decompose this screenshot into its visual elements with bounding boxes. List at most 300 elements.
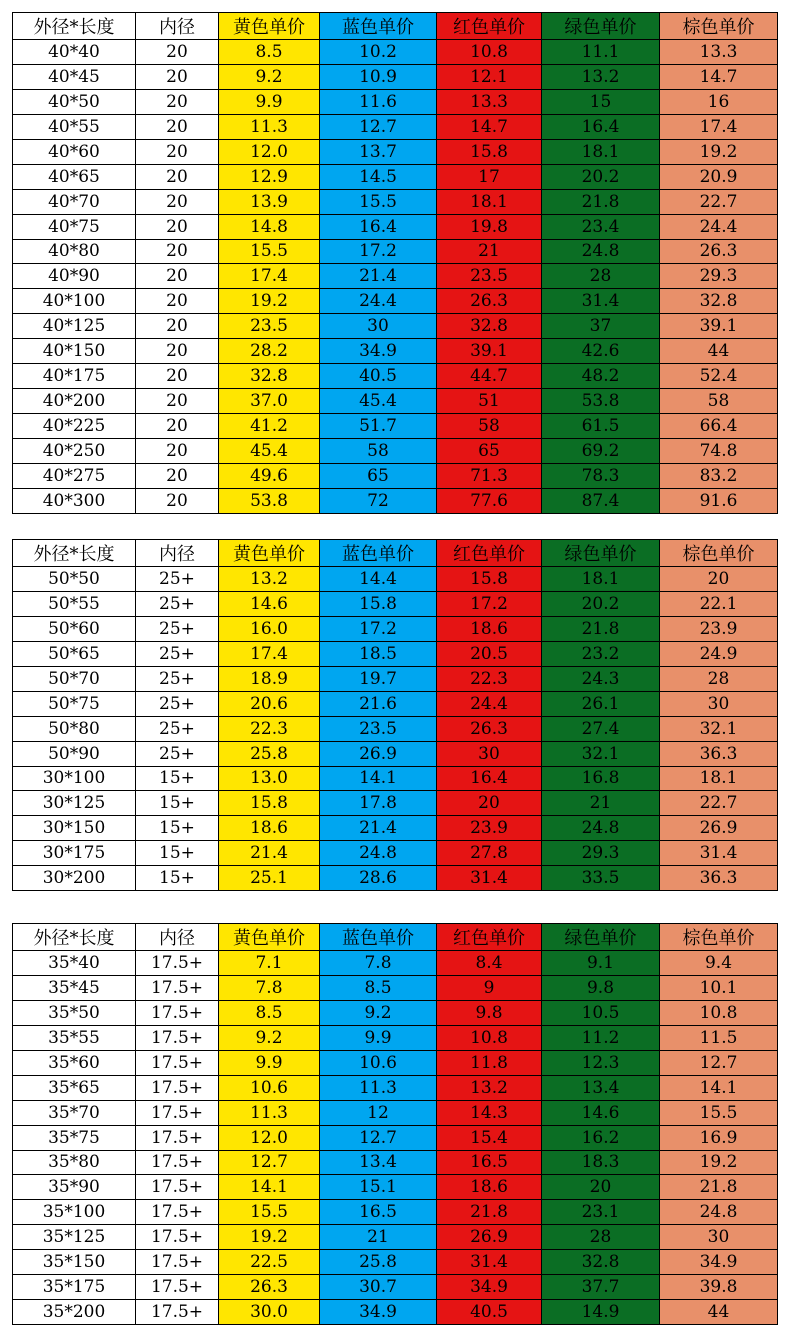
cell-yellow-price: 14.8 bbox=[219, 214, 320, 239]
cell-blue-price: 12.7 bbox=[320, 114, 437, 139]
cell-brown-price: 24.4 bbox=[660, 214, 778, 239]
table-row bbox=[13, 616, 778, 641]
cell-yellow-price: 13.0 bbox=[219, 766, 320, 791]
cell-brown-price: 17.4 bbox=[660, 114, 778, 139]
header-blue-price: 蓝色单价 bbox=[320, 540, 437, 567]
cell-green-price: 32.8 bbox=[542, 1250, 660, 1275]
cell-size: 35*70 bbox=[13, 1100, 136, 1125]
cell-yellow-price: 26.3 bbox=[219, 1275, 320, 1300]
cell-blue-price: 30 bbox=[320, 314, 437, 339]
table-row bbox=[13, 40, 778, 65]
cell-blue-price: 25.8 bbox=[320, 1250, 437, 1275]
table-row bbox=[13, 89, 778, 114]
cell-green-price: 69.2 bbox=[542, 439, 660, 464]
cell-size: 40*250 bbox=[13, 439, 136, 464]
table-row bbox=[13, 1050, 778, 1075]
cell-red-price: 21 bbox=[437, 239, 542, 264]
cell-size: 30*200 bbox=[13, 866, 136, 891]
table-row bbox=[13, 364, 778, 389]
cell-brown-price: 39.8 bbox=[660, 1275, 778, 1300]
cell-inner-diameter: 20 bbox=[136, 239, 219, 264]
cell-green-price: 20.2 bbox=[542, 164, 660, 189]
cell-size: 40*50 bbox=[13, 89, 136, 114]
cell-red-price: 21.8 bbox=[437, 1200, 542, 1225]
cell-red-price: 26.3 bbox=[437, 716, 542, 741]
table-row bbox=[13, 816, 778, 841]
cell-green-price: 13.4 bbox=[542, 1075, 660, 1100]
cell-green-price: 31.4 bbox=[542, 289, 660, 314]
cell-red-price: 30 bbox=[437, 741, 542, 766]
cell-blue-price: 24.4 bbox=[320, 289, 437, 314]
cell-green-price: 78.3 bbox=[542, 463, 660, 488]
cell-blue-price: 58 bbox=[320, 439, 437, 464]
cell-inner-diameter: 20 bbox=[136, 463, 219, 488]
table-header-row bbox=[13, 540, 778, 567]
cell-yellow-price: 25.1 bbox=[219, 866, 320, 891]
cell-brown-price: 74.8 bbox=[660, 439, 778, 464]
cell-size: 35*175 bbox=[13, 1275, 136, 1300]
table-row bbox=[13, 691, 778, 716]
cell-size: 35*90 bbox=[13, 1175, 136, 1200]
header-brown-price: 棕色单价 bbox=[660, 540, 778, 567]
cell-inner-diameter: 17.5+ bbox=[136, 975, 219, 1000]
cell-blue-price: 13.7 bbox=[320, 139, 437, 164]
cell-inner-diameter: 20 bbox=[136, 164, 219, 189]
cell-inner-diameter: 25+ bbox=[136, 591, 219, 616]
cell-size: 35*55 bbox=[13, 1025, 136, 1050]
cell-blue-price: 14.5 bbox=[320, 164, 437, 189]
cell-green-price: 9.1 bbox=[542, 951, 660, 976]
cell-yellow-price: 21.4 bbox=[219, 841, 320, 866]
cell-blue-price: 72 bbox=[320, 488, 437, 513]
cell-red-price: 16.4 bbox=[437, 766, 542, 791]
cell-blue-price: 18.5 bbox=[320, 641, 437, 666]
cell-yellow-price: 30.0 bbox=[219, 1300, 320, 1325]
cell-green-price: 28 bbox=[542, 264, 660, 289]
cell-blue-price: 65 bbox=[320, 463, 437, 488]
cell-size: 50*75 bbox=[13, 691, 136, 716]
cell-size: 50*55 bbox=[13, 591, 136, 616]
cell-red-price: 19.8 bbox=[437, 214, 542, 239]
table-row bbox=[13, 1275, 778, 1300]
cell-green-price: 20 bbox=[542, 1175, 660, 1200]
cell-brown-price: 15.5 bbox=[660, 1100, 778, 1125]
cell-size: 35*125 bbox=[13, 1225, 136, 1250]
table-row bbox=[13, 975, 778, 1000]
table-row bbox=[13, 488, 778, 513]
cell-green-price: 37.7 bbox=[542, 1275, 660, 1300]
cell-brown-price: 14.1 bbox=[660, 1075, 778, 1100]
table-row bbox=[13, 139, 778, 164]
cell-brown-price: 13.3 bbox=[660, 40, 778, 65]
cell-brown-price: 19.2 bbox=[660, 139, 778, 164]
header-brown-price: 棕色单价 bbox=[660, 924, 778, 951]
cell-red-price: 31.4 bbox=[437, 866, 542, 891]
cell-red-price: 18.6 bbox=[437, 1175, 542, 1200]
table-row bbox=[13, 1100, 778, 1125]
cell-blue-price: 8.5 bbox=[320, 975, 437, 1000]
cell-blue-price: 34.9 bbox=[320, 1300, 437, 1325]
cell-yellow-price: 12.0 bbox=[219, 1125, 320, 1150]
cell-brown-price: 32.8 bbox=[660, 289, 778, 314]
cell-red-price: 40.5 bbox=[437, 1300, 542, 1325]
cell-red-price: 10.8 bbox=[437, 1025, 542, 1050]
cell-blue-price: 40.5 bbox=[320, 364, 437, 389]
cell-green-price: 16.2 bbox=[542, 1125, 660, 1150]
cell-blue-price: 21 bbox=[320, 1225, 437, 1250]
cell-red-price: 39.1 bbox=[437, 339, 542, 364]
cell-yellow-price: 49.6 bbox=[219, 463, 320, 488]
cell-green-price: 23.1 bbox=[542, 1200, 660, 1225]
cell-brown-price: 30 bbox=[660, 691, 778, 716]
cell-size: 30*100 bbox=[13, 766, 136, 791]
cell-size: 40*275 bbox=[13, 463, 136, 488]
cell-red-price: 17.2 bbox=[437, 591, 542, 616]
table-row bbox=[13, 189, 778, 214]
cell-inner-diameter: 17.5+ bbox=[136, 1100, 219, 1125]
cell-size: 40*200 bbox=[13, 389, 136, 414]
table-row bbox=[13, 1025, 778, 1050]
cell-brown-price: 32.1 bbox=[660, 716, 778, 741]
table-row bbox=[13, 1175, 778, 1200]
cell-brown-price: 10.1 bbox=[660, 975, 778, 1000]
cell-yellow-price: 15.5 bbox=[219, 1200, 320, 1225]
cell-yellow-price: 12.9 bbox=[219, 164, 320, 189]
cell-brown-price: 14.7 bbox=[660, 64, 778, 89]
cell-green-price: 21 bbox=[542, 791, 660, 816]
cell-brown-price: 28 bbox=[660, 666, 778, 691]
cell-red-price: 14.7 bbox=[437, 114, 542, 139]
cell-green-price: 23.2 bbox=[542, 641, 660, 666]
cell-blue-price: 24.8 bbox=[320, 841, 437, 866]
cell-green-price: 14.9 bbox=[542, 1300, 660, 1325]
table-row bbox=[13, 641, 778, 666]
table-row bbox=[13, 841, 778, 866]
cell-yellow-price: 13.2 bbox=[219, 567, 320, 592]
cell-yellow-price: 10.6 bbox=[219, 1075, 320, 1100]
cell-blue-price: 34.9 bbox=[320, 339, 437, 364]
cell-red-price: 22.3 bbox=[437, 666, 542, 691]
cell-blue-price: 9.2 bbox=[320, 1000, 437, 1025]
header-red-price: 红色单价 bbox=[437, 13, 542, 40]
cell-size: 40*225 bbox=[13, 414, 136, 439]
cell-yellow-price: 45.4 bbox=[219, 439, 320, 464]
cell-inner-diameter: 17.5+ bbox=[136, 1300, 219, 1325]
cell-size: 40*150 bbox=[13, 339, 136, 364]
cell-blue-price: 11.6 bbox=[320, 89, 437, 114]
cell-blue-price: 9.9 bbox=[320, 1025, 437, 1050]
cell-size: 30*125 bbox=[13, 791, 136, 816]
cell-green-price: 24.3 bbox=[542, 666, 660, 691]
table-row bbox=[13, 289, 778, 314]
table-row bbox=[13, 1200, 778, 1225]
cell-red-price: 10.8 bbox=[437, 40, 542, 65]
cell-inner-diameter: 17.5+ bbox=[136, 1250, 219, 1275]
cell-brown-price: 44 bbox=[660, 1300, 778, 1325]
cell-size: 40*100 bbox=[13, 289, 136, 314]
cell-inner-diameter: 17.5+ bbox=[136, 1125, 219, 1150]
cell-green-price: 15 bbox=[542, 89, 660, 114]
cell-brown-price: 83.2 bbox=[660, 463, 778, 488]
cell-yellow-price: 20.6 bbox=[219, 691, 320, 716]
cell-yellow-price: 15.5 bbox=[219, 239, 320, 264]
cell-yellow-price: 14.1 bbox=[219, 1175, 320, 1200]
cell-size: 35*65 bbox=[13, 1075, 136, 1100]
cell-size: 40*80 bbox=[13, 239, 136, 264]
price-table-2 bbox=[12, 539, 778, 891]
table-row bbox=[13, 314, 778, 339]
cell-red-price: 14.3 bbox=[437, 1100, 542, 1125]
cell-yellow-price: 9.9 bbox=[219, 89, 320, 114]
cell-green-price: 27.4 bbox=[542, 716, 660, 741]
cell-brown-price: 16.9 bbox=[660, 1125, 778, 1150]
cell-blue-price: 15.5 bbox=[320, 189, 437, 214]
cell-brown-price: 36.3 bbox=[660, 866, 778, 891]
cell-green-price: 23.4 bbox=[542, 214, 660, 239]
cell-size: 50*80 bbox=[13, 716, 136, 741]
cell-brown-price: 24.9 bbox=[660, 641, 778, 666]
cell-inner-diameter: 20 bbox=[136, 364, 219, 389]
cell-green-price: 16.4 bbox=[542, 114, 660, 139]
cell-green-price: 42.6 bbox=[542, 339, 660, 364]
cell-green-price: 48.2 bbox=[542, 364, 660, 389]
header-green-price: 绿色单价 bbox=[542, 924, 660, 951]
cell-green-price: 21.8 bbox=[542, 616, 660, 641]
cell-inner-diameter: 20 bbox=[136, 139, 219, 164]
cell-inner-diameter: 17.5+ bbox=[136, 1200, 219, 1225]
cell-green-price: 20.2 bbox=[542, 591, 660, 616]
cell-red-price: 16.5 bbox=[437, 1150, 542, 1175]
cell-yellow-price: 41.2 bbox=[219, 414, 320, 439]
cell-green-price: 24.8 bbox=[542, 816, 660, 841]
cell-brown-price: 22.1 bbox=[660, 591, 778, 616]
cell-green-price: 24.8 bbox=[542, 239, 660, 264]
cell-brown-price: 29.3 bbox=[660, 264, 778, 289]
cell-green-price: 18.1 bbox=[542, 567, 660, 592]
cell-inner-diameter: 17.5+ bbox=[136, 1175, 219, 1200]
cell-inner-diameter: 20 bbox=[136, 339, 219, 364]
cell-green-price: 29.3 bbox=[542, 841, 660, 866]
cell-inner-diameter: 25+ bbox=[136, 741, 219, 766]
cell-red-price: 32.8 bbox=[437, 314, 542, 339]
cell-blue-price: 23.5 bbox=[320, 716, 437, 741]
cell-red-price: 26.9 bbox=[437, 1225, 542, 1250]
table-row bbox=[13, 64, 778, 89]
cell-size: 40*90 bbox=[13, 264, 136, 289]
header-blue-price: 蓝色单价 bbox=[320, 924, 437, 951]
cell-brown-price: 58 bbox=[660, 389, 778, 414]
cell-blue-price: 26.9 bbox=[320, 741, 437, 766]
cell-yellow-price: 32.8 bbox=[219, 364, 320, 389]
cell-red-price: 58 bbox=[437, 414, 542, 439]
header-red-price: 红色单价 bbox=[437, 924, 542, 951]
header-yellow-price: 黄色单价 bbox=[219, 924, 320, 951]
cell-brown-price: 36.3 bbox=[660, 741, 778, 766]
cell-size: 35*45 bbox=[13, 975, 136, 1000]
cell-size: 35*60 bbox=[13, 1050, 136, 1075]
cell-green-price: 13.2 bbox=[542, 64, 660, 89]
cell-brown-price: 18.1 bbox=[660, 766, 778, 791]
table-row bbox=[13, 1225, 778, 1250]
cell-brown-price: 16 bbox=[660, 89, 778, 114]
cell-blue-price: 11.3 bbox=[320, 1075, 437, 1100]
cell-size: 40*125 bbox=[13, 314, 136, 339]
cell-red-price: 17 bbox=[437, 164, 542, 189]
cell-green-price: 11.1 bbox=[542, 40, 660, 65]
table-row bbox=[13, 791, 778, 816]
cell-inner-diameter: 20 bbox=[136, 488, 219, 513]
cell-brown-price: 31.4 bbox=[660, 841, 778, 866]
table-row bbox=[13, 239, 778, 264]
table-row bbox=[13, 339, 778, 364]
cell-inner-diameter: 17.5+ bbox=[136, 951, 219, 976]
cell-inner-diameter: 25+ bbox=[136, 716, 219, 741]
cell-red-price: 9 bbox=[437, 975, 542, 1000]
price-table-3 bbox=[12, 923, 778, 1325]
cell-red-price: 51 bbox=[437, 389, 542, 414]
cell-blue-price: 15.1 bbox=[320, 1175, 437, 1200]
cell-yellow-price: 12.7 bbox=[219, 1150, 320, 1175]
cell-yellow-price: 9.2 bbox=[219, 1025, 320, 1050]
cell-inner-diameter: 17.5+ bbox=[136, 1225, 219, 1250]
cell-green-price: 9.8 bbox=[542, 975, 660, 1000]
cell-blue-price: 12.7 bbox=[320, 1125, 437, 1150]
table-row bbox=[13, 1250, 778, 1275]
cell-blue-price: 19.7 bbox=[320, 666, 437, 691]
cell-green-price: 87.4 bbox=[542, 488, 660, 513]
cell-yellow-price: 15.8 bbox=[219, 791, 320, 816]
cell-red-price: 18.1 bbox=[437, 189, 542, 214]
table-row bbox=[13, 666, 778, 691]
cell-red-price: 44.7 bbox=[437, 364, 542, 389]
cell-size: 40*55 bbox=[13, 114, 136, 139]
cell-red-price: 20.5 bbox=[437, 641, 542, 666]
cell-blue-price: 16.4 bbox=[320, 214, 437, 239]
cell-blue-price: 15.8 bbox=[320, 591, 437, 616]
cell-brown-price: 30 bbox=[660, 1225, 778, 1250]
table-row bbox=[13, 1150, 778, 1175]
cell-red-price: 23.5 bbox=[437, 264, 542, 289]
cell-size: 35*75 bbox=[13, 1125, 136, 1150]
cell-blue-price: 17.8 bbox=[320, 791, 437, 816]
cell-yellow-price: 25.8 bbox=[219, 741, 320, 766]
cell-yellow-price: 7.8 bbox=[219, 975, 320, 1000]
cell-inner-diameter: 20 bbox=[136, 89, 219, 114]
cell-brown-price: 52.4 bbox=[660, 364, 778, 389]
cell-size: 40*65 bbox=[13, 164, 136, 189]
cell-blue-price: 17.2 bbox=[320, 616, 437, 641]
header-green-price: 绿色单价 bbox=[542, 13, 660, 40]
table-row bbox=[13, 414, 778, 439]
cell-inner-diameter: 25+ bbox=[136, 567, 219, 592]
cell-brown-price: 24.8 bbox=[660, 1200, 778, 1225]
cell-yellow-price: 19.2 bbox=[219, 1225, 320, 1250]
cell-green-price: 11.2 bbox=[542, 1025, 660, 1050]
cell-red-price: 15.8 bbox=[437, 567, 542, 592]
cell-size: 50*60 bbox=[13, 616, 136, 641]
cell-green-price: 16.8 bbox=[542, 766, 660, 791]
cell-yellow-price: 19.2 bbox=[219, 289, 320, 314]
cell-blue-price: 21.4 bbox=[320, 264, 437, 289]
cell-yellow-price: 17.4 bbox=[219, 264, 320, 289]
cell-inner-diameter: 25+ bbox=[136, 666, 219, 691]
cell-blue-price: 10.9 bbox=[320, 64, 437, 89]
cell-red-price: 9.8 bbox=[437, 1000, 542, 1025]
cell-size: 35*40 bbox=[13, 951, 136, 976]
cell-blue-price: 14.4 bbox=[320, 567, 437, 592]
header-size: 外径*长度 bbox=[13, 13, 136, 40]
cell-inner-diameter: 20 bbox=[136, 289, 219, 314]
cell-size: 50*90 bbox=[13, 741, 136, 766]
cell-brown-price: 44 bbox=[660, 339, 778, 364]
cell-size: 35*50 bbox=[13, 1000, 136, 1025]
header-red-price: 红色单价 bbox=[437, 540, 542, 567]
table-row bbox=[13, 439, 778, 464]
cell-yellow-price: 8.5 bbox=[219, 1000, 320, 1025]
cell-blue-price: 13.4 bbox=[320, 1150, 437, 1175]
cell-blue-price: 12 bbox=[320, 1100, 437, 1125]
cell-green-price: 18.3 bbox=[542, 1150, 660, 1175]
cell-yellow-price: 14.6 bbox=[219, 591, 320, 616]
cell-size: 40*60 bbox=[13, 139, 136, 164]
table-row bbox=[13, 463, 778, 488]
table-row bbox=[13, 114, 778, 139]
cell-red-price: 18.6 bbox=[437, 616, 542, 641]
cell-size: 40*70 bbox=[13, 189, 136, 214]
cell-yellow-price: 18.9 bbox=[219, 666, 320, 691]
header-yellow-price: 黄色单价 bbox=[219, 13, 320, 40]
table-header-row bbox=[13, 924, 778, 951]
cell-size: 30*175 bbox=[13, 841, 136, 866]
cell-brown-price: 22.7 bbox=[660, 189, 778, 214]
table-row bbox=[13, 951, 778, 976]
cell-green-price: 18.1 bbox=[542, 139, 660, 164]
cell-blue-price: 16.5 bbox=[320, 1200, 437, 1225]
header-brown-price: 棕色单价 bbox=[660, 13, 778, 40]
cell-inner-diameter: 17.5+ bbox=[136, 1025, 219, 1050]
cell-brown-price: 91.6 bbox=[660, 488, 778, 513]
header-yellow-price: 黄色单价 bbox=[219, 540, 320, 567]
cell-red-price: 26.3 bbox=[437, 289, 542, 314]
cell-yellow-price: 18.6 bbox=[219, 816, 320, 841]
cell-green-price: 37 bbox=[542, 314, 660, 339]
cell-brown-price: 66.4 bbox=[660, 414, 778, 439]
table-row bbox=[13, 1125, 778, 1150]
cell-size: 30*150 bbox=[13, 816, 136, 841]
cell-brown-price: 20 bbox=[660, 567, 778, 592]
cell-size: 40*45 bbox=[13, 64, 136, 89]
cell-yellow-price: 8.5 bbox=[219, 40, 320, 65]
cell-blue-price: 7.8 bbox=[320, 951, 437, 976]
cell-inner-diameter: 20 bbox=[136, 389, 219, 414]
cell-brown-price: 23.9 bbox=[660, 616, 778, 641]
cell-inner-diameter: 25+ bbox=[136, 641, 219, 666]
cell-inner-diameter: 17.5+ bbox=[136, 1150, 219, 1175]
cell-blue-price: 14.1 bbox=[320, 766, 437, 791]
cell-brown-price: 20.9 bbox=[660, 164, 778, 189]
cell-size: 35*100 bbox=[13, 1200, 136, 1225]
cell-blue-price: 30.7 bbox=[320, 1275, 437, 1300]
cell-green-price: 33.5 bbox=[542, 866, 660, 891]
cell-red-price: 24.4 bbox=[437, 691, 542, 716]
cell-green-price: 53.8 bbox=[542, 389, 660, 414]
cell-inner-diameter: 15+ bbox=[136, 816, 219, 841]
cell-blue-price: 28.6 bbox=[320, 866, 437, 891]
cell-brown-price: 21.8 bbox=[660, 1175, 778, 1200]
cell-blue-price: 17.2 bbox=[320, 239, 437, 264]
table-row bbox=[13, 1000, 778, 1025]
cell-inner-diameter: 25+ bbox=[136, 616, 219, 641]
